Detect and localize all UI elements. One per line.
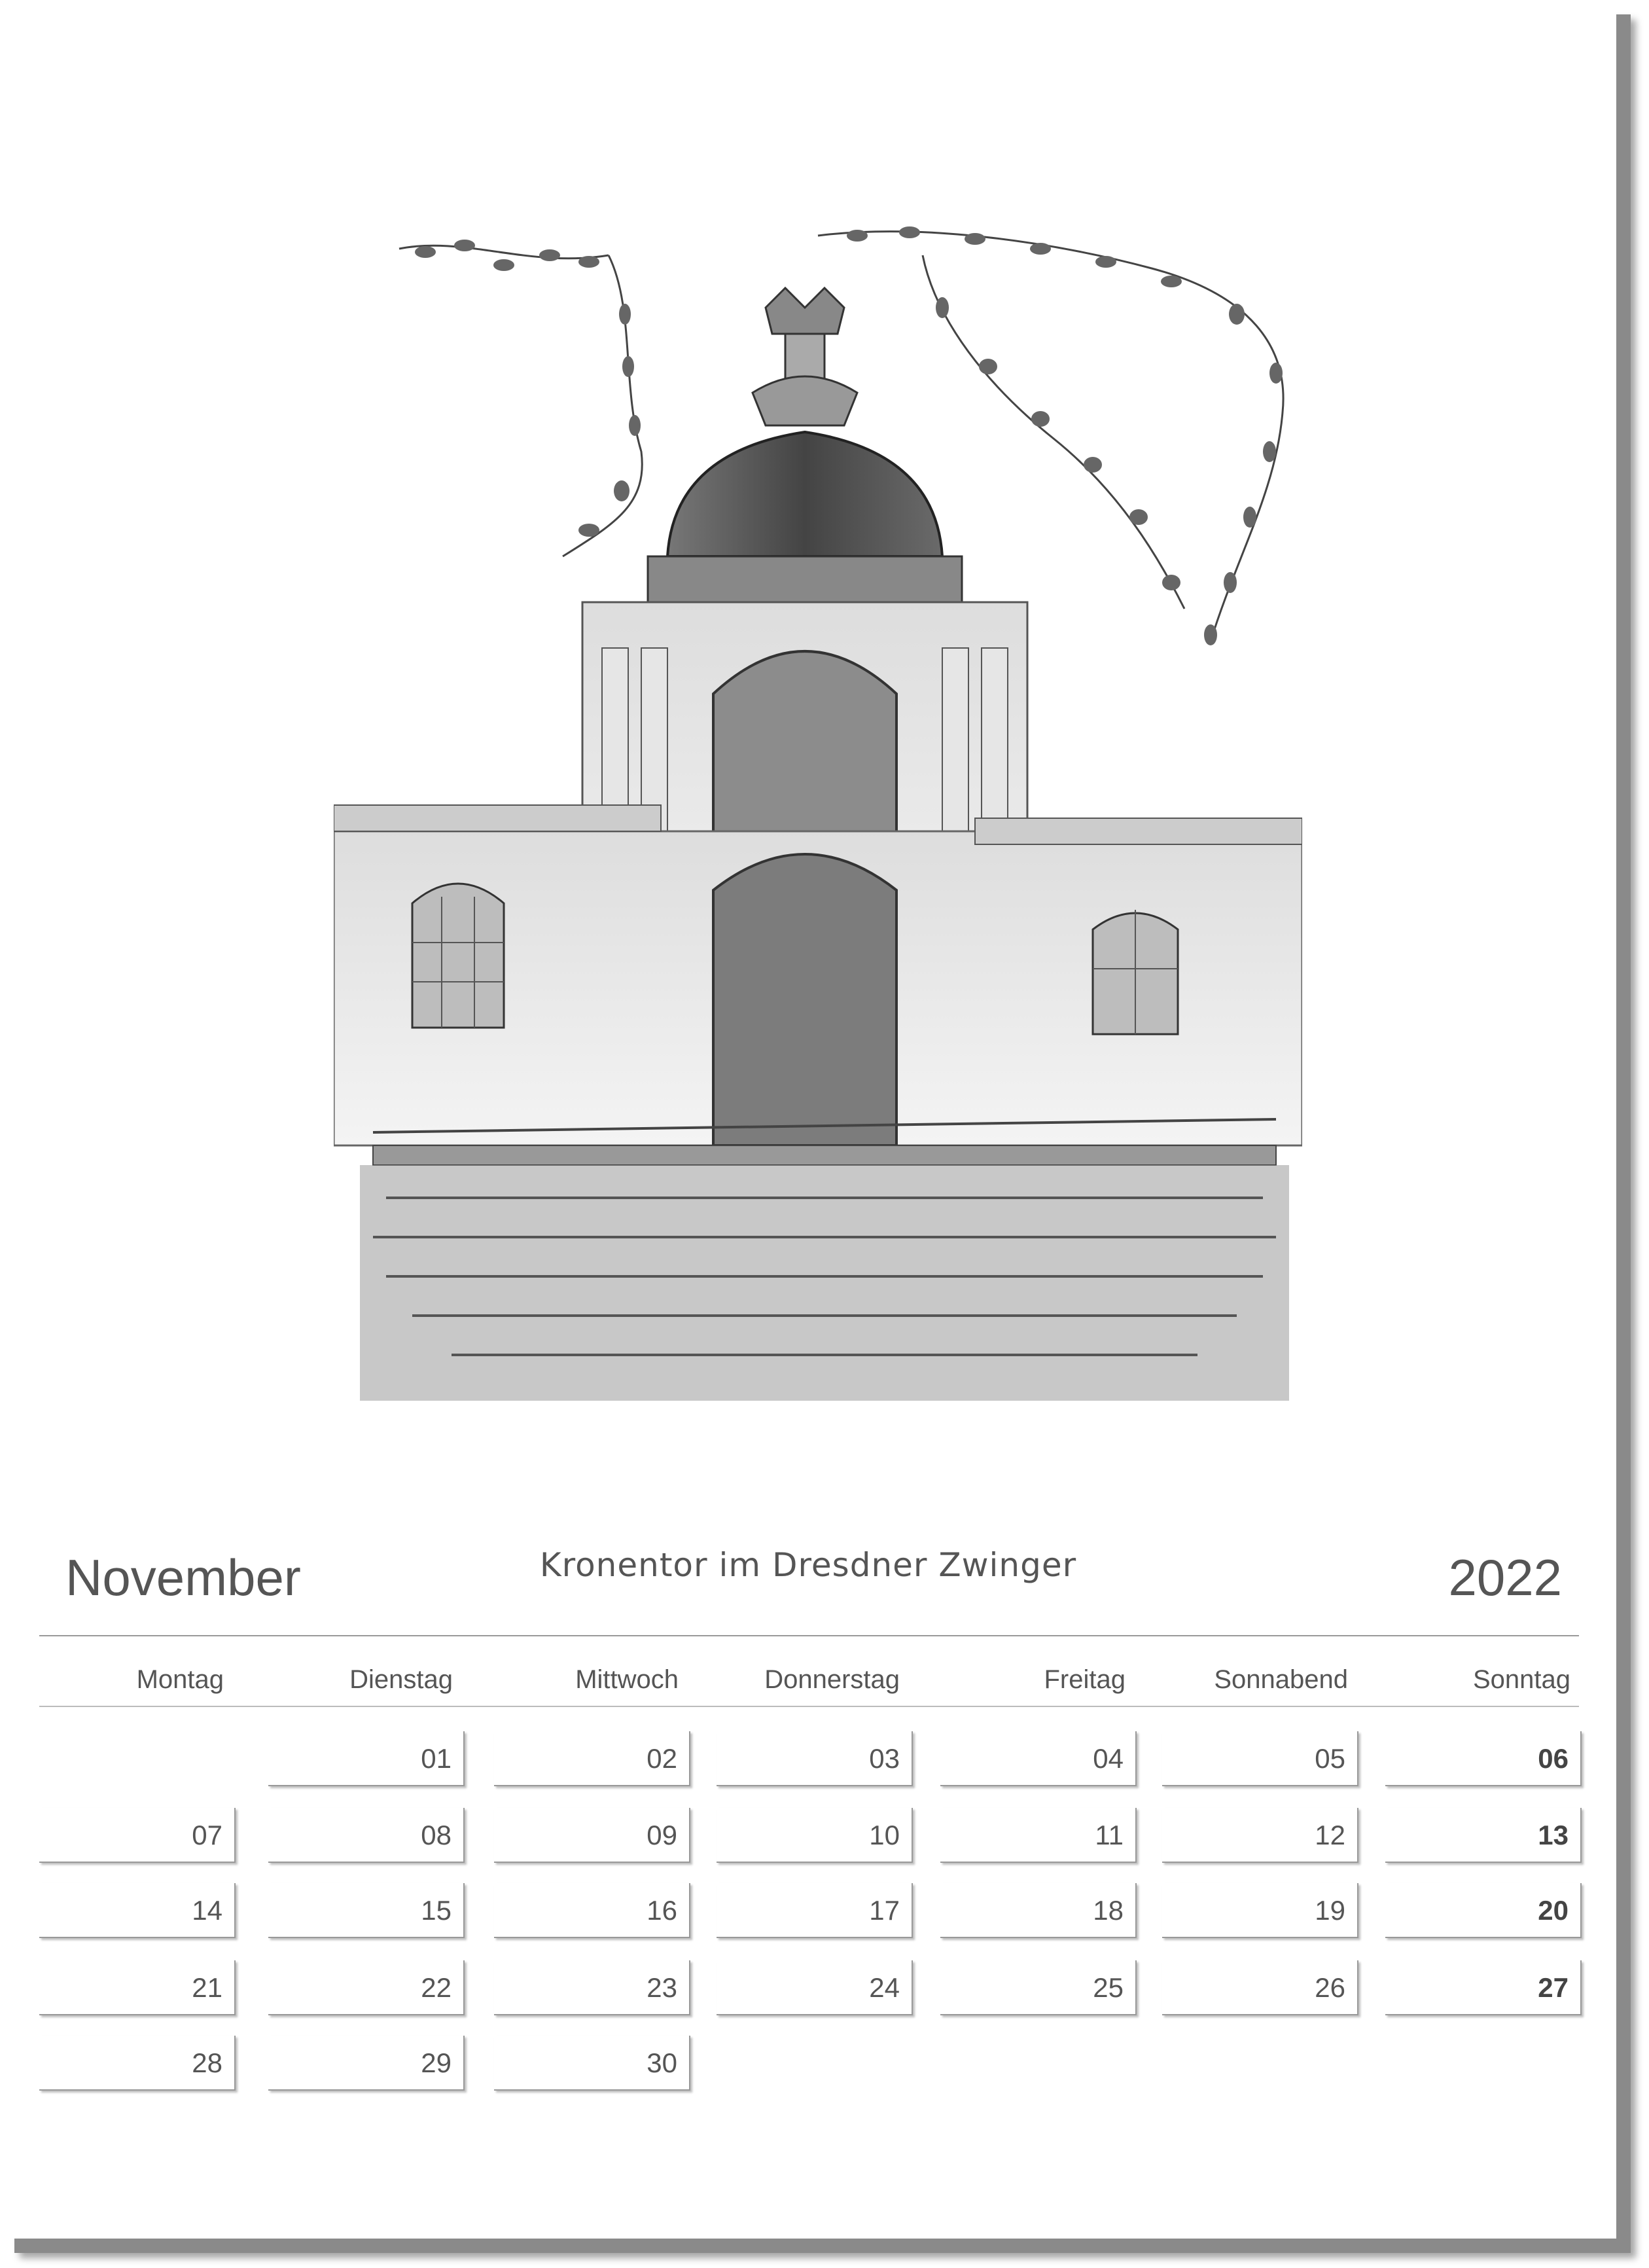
day-cell: 28 (39, 2036, 236, 2091)
day-cell: 07 (39, 1808, 236, 1863)
picture-caption: Kronentor im Dresdner Zwinger (539, 1546, 1077, 1584)
day-cell-sunday: 27 (1385, 1960, 1582, 2015)
day-cell: 26 (1162, 1960, 1358, 2015)
day-cell: 16 (494, 1883, 690, 1938)
weekday-thursday: Donnerstag (764, 1665, 900, 1694)
day-cell: 01 (268, 1731, 465, 1786)
weekday-saturday: Sonnabend (1214, 1665, 1348, 1694)
day-cell: 18 (940, 1883, 1137, 1938)
day-cell: 22 (268, 1960, 465, 2015)
day-cell: 03 (717, 1731, 913, 1786)
kronentor-drawing (334, 216, 1302, 1519)
day-cell: 23 (494, 1960, 690, 2015)
day-cell: 24 (717, 1960, 913, 2015)
day-cell: 21 (39, 1960, 236, 2015)
day-cell: 02 (494, 1731, 690, 1786)
weekday-friday: Freitag (1044, 1665, 1126, 1694)
day-cell: 10 (717, 1808, 913, 1863)
day-cell: 08 (268, 1808, 465, 1863)
day-cell: 19 (1162, 1883, 1358, 1938)
day-cell: 30 (494, 2036, 690, 2091)
weekday-monday: Montag (136, 1665, 224, 1694)
day-cell: 04 (940, 1731, 1137, 1786)
day-cell: 15 (268, 1883, 465, 1938)
weekday-tuesday: Dienstag (349, 1665, 453, 1694)
day-cell: 09 (494, 1808, 690, 1863)
weekday-sunday: Sonntag (1472, 1665, 1570, 1694)
day-cell: 29 (268, 2036, 465, 2091)
header-divider (39, 1635, 1579, 1636)
weekday-divider (39, 1706, 1579, 1707)
day-cell: 11 (940, 1808, 1137, 1863)
day-cell: 14 (39, 1883, 236, 1938)
day-cell: 05 (1162, 1731, 1358, 1786)
day-cell: 12 (1162, 1808, 1358, 1863)
day-cell-sunday: 20 (1385, 1883, 1582, 1938)
year-title: 2022 (1448, 1549, 1562, 1606)
day-cell-sunday: 13 (1385, 1808, 1582, 1863)
month-title: November (65, 1549, 301, 1606)
day-cell-sunday: 06 (1385, 1731, 1582, 1786)
weekday-wednesday: Mittwoch (575, 1665, 679, 1694)
day-cell: 17 (717, 1883, 913, 1938)
day-cell: 25 (940, 1960, 1137, 2015)
